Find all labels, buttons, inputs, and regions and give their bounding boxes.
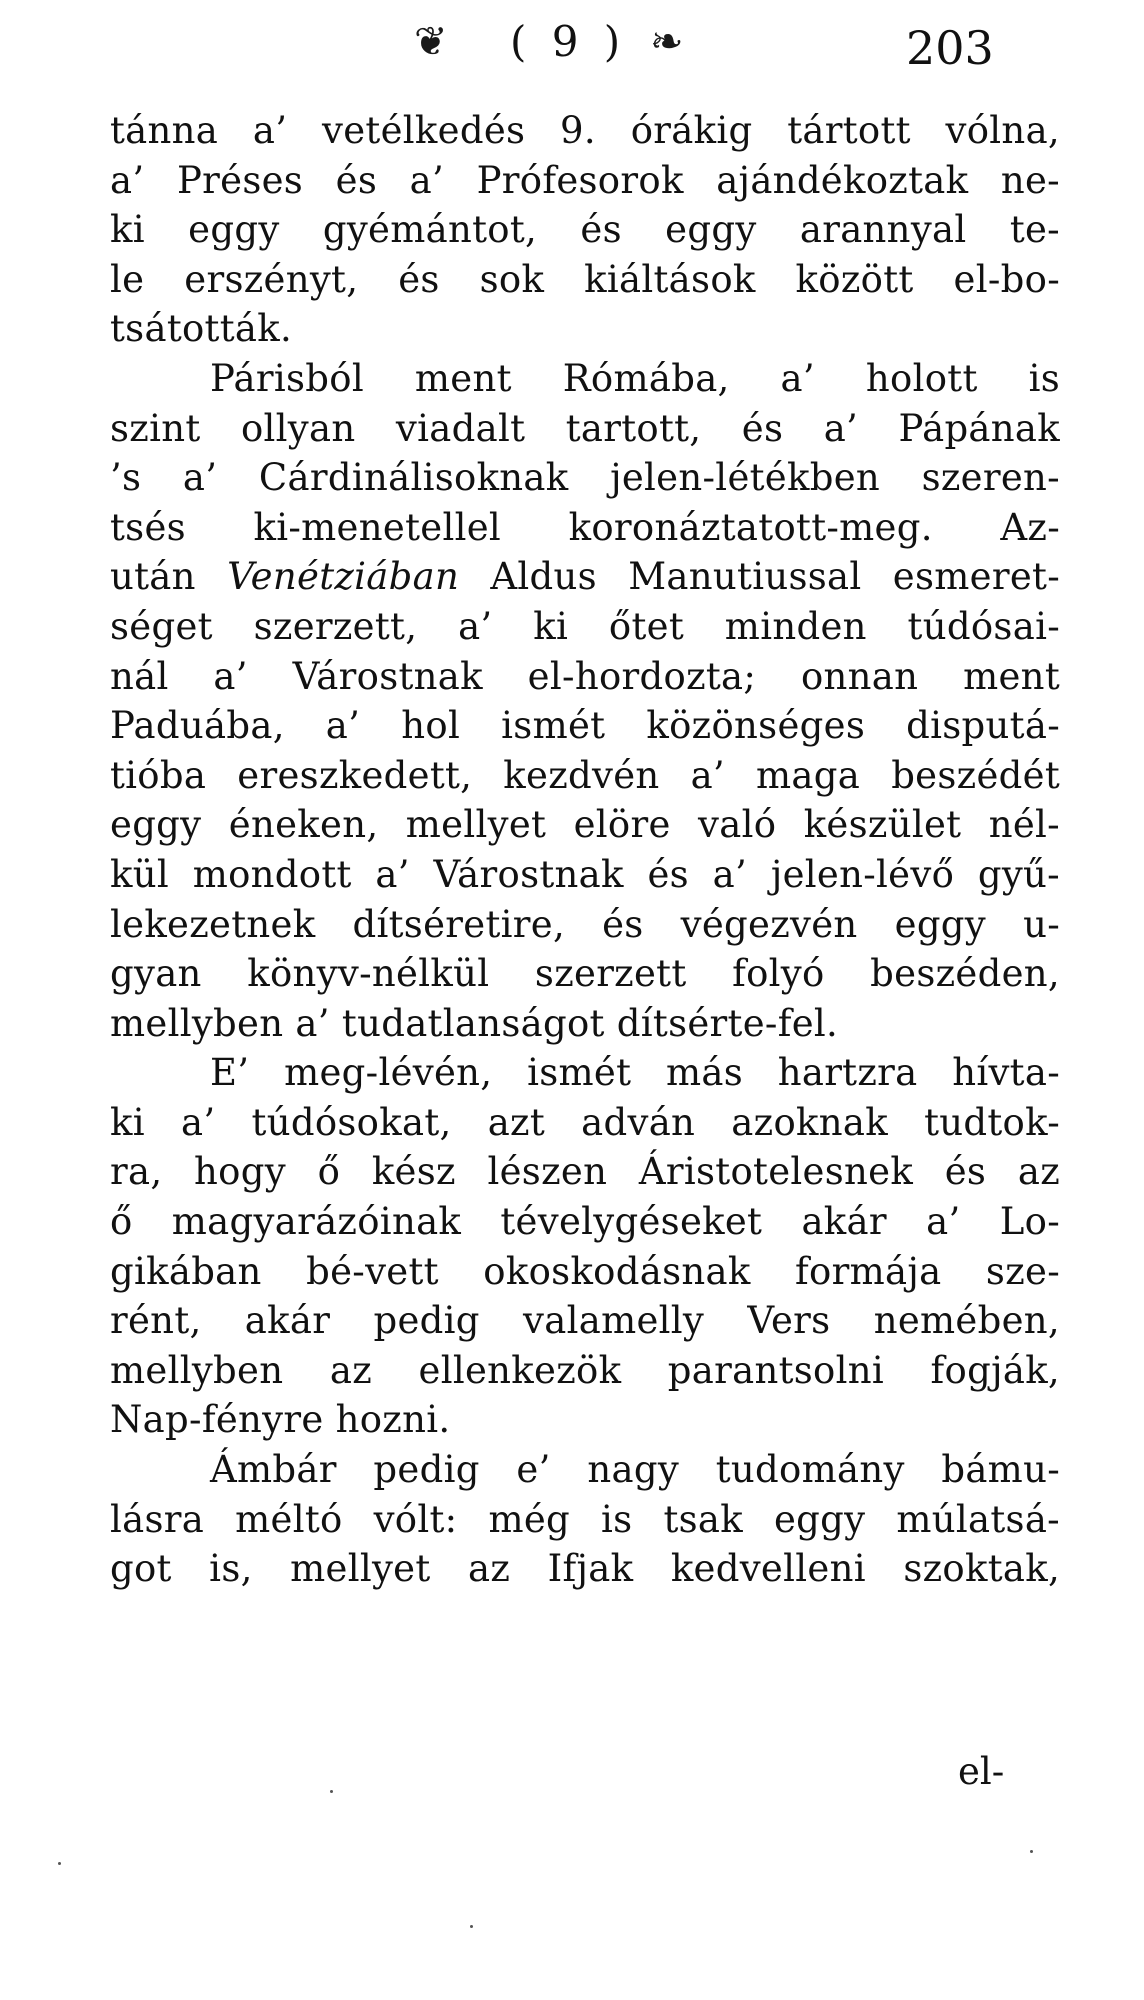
printer-ornament-left: ❦ bbox=[414, 19, 448, 65]
text-line: szint ollyan viadalt tartott, és a’ Pápának bbox=[110, 406, 1060, 450]
paper-speck bbox=[330, 1790, 333, 1793]
italic-word: Venétziában bbox=[227, 555, 460, 599]
text-line: gikában bé-vett okoskodásnak formája sze- bbox=[110, 1249, 1060, 1293]
text-line: ki a’ túdósokat, azt adván azoknak tudtok- bbox=[110, 1100, 1060, 1144]
text-line: ő magyarázóinak tévelygéseket akár a’ Lo- bbox=[110, 1200, 1060, 1244]
text-line: Paduába, a’ hol ismét közönséges disputá- bbox=[110, 704, 1060, 748]
text-line: rént, akár pedig valamelly Vers nemében, bbox=[110, 1299, 1060, 1343]
text-line: eggy éneken, mellyet elöre való készület nél- bbox=[110, 803, 1060, 847]
page-number: 203 bbox=[906, 21, 994, 75]
paper-speck bbox=[1030, 1850, 1033, 1853]
text-line: tióba ereszkedett, kezdvén a’ maga beszédét bbox=[110, 753, 1060, 797]
text-line: lásra méltó vólt: még is tsak eggy múlatsá- bbox=[110, 1497, 1060, 1541]
text-line: ’s a’ Cárdinálisoknak jelen-létékben szeren- bbox=[110, 456, 1060, 500]
signature-mark: ( 9 ) bbox=[510, 17, 627, 66]
text-line-paragraph-start: E’ meg-lévén, ismét más hartzra hívta- bbox=[210, 1051, 1060, 1095]
text-line-paragraph-start: Párisból ment Rómába, a’ holott is bbox=[210, 356, 1060, 400]
text-line: nál a’ Várostnak el-hordozta; onnan ment bbox=[110, 654, 1060, 698]
body-text bbox=[110, 106, 1060, 1594]
text-line: le erszényt, és sok kiáltások között el-bo- bbox=[110, 257, 1060, 301]
text-line: ki eggy gyémántot, és eggy arannyal te- bbox=[110, 208, 1060, 252]
paper-speck bbox=[58, 1862, 61, 1865]
text-line-paragraph-start: Ámbár pedig e’ nagy tudomány bámu- bbox=[210, 1448, 1060, 1492]
text-line-with-italic: után Venétziában Aldus Manutiussal esmeret- bbox=[110, 555, 1061, 599]
text-line: lekezetnek dítséretire, és végezvén eggy u- bbox=[110, 902, 1060, 946]
text-line: mellyben az ellenkezök parantsolni fogják, bbox=[110, 1348, 1060, 1392]
catchword: el- bbox=[958, 1750, 1005, 1793]
text-line: got is, mellyet az Ifjak kedvelleni szoktak, bbox=[110, 1547, 1060, 1591]
text-line: mellyben a’ tudatlanságot dítsérte-fel. bbox=[110, 1001, 839, 1045]
paper-speck bbox=[470, 1925, 473, 1928]
text-line: tsátották. bbox=[110, 307, 293, 351]
text-line: séget szerzett, a’ ki őtet minden túdósai- bbox=[110, 604, 1060, 648]
text-line: kül mondott a’ Várostnak és a’ jelen-lévő gyű- bbox=[110, 852, 1060, 896]
text-line: a’ Préses és a’ Prófesorok ajándékoztak ne- bbox=[110, 158, 1060, 202]
page-header bbox=[0, 14, 1144, 74]
text-line: gyan könyv-nélkül szerzett folyó beszéden, bbox=[110, 952, 1060, 996]
text-line: tsés ki-menetellel koronáztatott-meg. Az- bbox=[110, 505, 1060, 549]
printer-ornament-right: ❧ bbox=[650, 19, 684, 65]
text-line: Nap-fényre hozni. bbox=[110, 1398, 451, 1442]
text-line: tánna a’ vetélkedés 9. órákig tártott vólna, bbox=[110, 109, 1060, 152]
text-line: ra, hogy ő kész lészen Áristotelesnek és az bbox=[110, 1150, 1060, 1194]
